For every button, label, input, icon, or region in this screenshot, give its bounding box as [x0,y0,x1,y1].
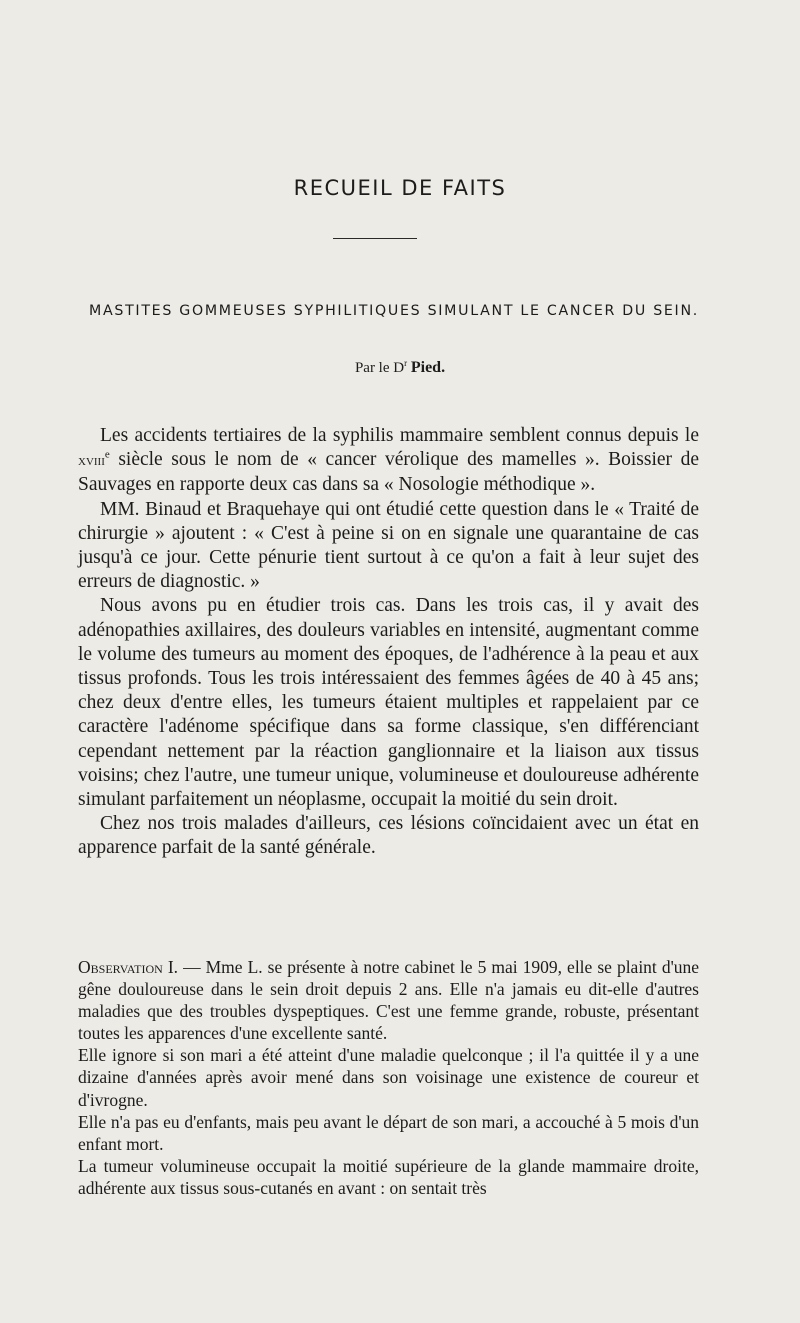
section-title: RECUEIL DE FAITS [293,176,507,200]
article-title: MASTITES GOMMEUSES SYPHILITIQUES SIMULANT LE CANCER DU SEIN. [89,303,699,319]
paragraph [78,956,699,1044]
century-sup: e [104,448,110,461]
title-divider [333,238,417,239]
byline [0,358,800,377]
paragraph-text: — Mme L. se présente à notre cabinet le 5 mai 1909, elle se plaint d'une gêne douloureuse dans le sein droit depuis 2 ans. Elle n'a jamais eu dit-elle d'autres maladies que des troubles dyspeptiques. C'est une femme grande, robuste, présentant toutes les apparences d'une excellente santé. [78,957,699,1044]
paragraph: Elle ignore si son mari a été atteint d'une maladie quelconque ; il l'a quittée il y a une dizaine d'années après avoir mené dans son voisinage une existence de coureur et d'ivrogne. [78,1045,699,1110]
paragraph: Elle n'a pas eu d'enfants, mais peu avant le départ de son mari, a accouché à 5 mois d'un enfant mort. [78,1111,699,1154]
paragraph: Nous avons pu en étudier trois cas. Dans les trois cas, il y avait des adénopathies axillaires, des douleurs variables en intensité, augmentant comme le volume des tumeurs au moment des époques, de l'adhérence à la peau et aux tissus profonds. Tous les trois intéressaient des femmes âgées de 40 à 45 ans; chez deux d'entre elles, les tumeurs étaient multiples et rappelaient par ce caractère l'adénome spécifique dans sa forme classique, s'en différenciant cependant nettement par la réaction ganglionnaire et la liaison aux tissus voisins; chez l'autre, une tumeur unique, volumineuse et douloureuse adhérente simulant parfaitement un néoplasme, occupait la moitié du sein droit. [78,595,699,811]
observation-body [78,956,699,1199]
paragraph-text: siècle sous le nom de « cancer vérolique des mamelles ». Boissier de Sauvages en rapporte deux cas dans sa « Nosologie méthodique ». [78,449,699,496]
paragraph: La tumeur volumineuse occupait la moitié supérieure de la glande mammaire droite, adhérente aux tissus sous-cutanés en avant : on sentait très [78,1155,699,1198]
paragraph: Chez nos trois malades d'ailleurs, ces lésions coïncidaient avec un état en apparence parfait de la santé générale. [78,813,699,859]
byline-prefix: Par le D [354,360,405,376]
observation-lead: Observation I. [78,957,179,977]
paragraph: MM. Binaud et Braquehaye qui ont étudié cette question dans le « Traité de chirurgie » ajoutent : « C'est à peine si on en signale une quarantaine de cas jusqu'à ce jour. Cette pénurie tient surtout à ce qu'on a fait à leur sujet des erreurs de diagnostic. » [78,498,699,593]
byline-sup: r [404,358,408,368]
author-name: Pied. [410,359,446,376]
article-body [78,424,699,861]
paragraph-text: Les accidents tertiaires de la syphilis mammaire semblent connus depuis le [100,425,699,446]
paragraph [78,424,699,498]
century-numeral: xviii [78,452,105,470]
